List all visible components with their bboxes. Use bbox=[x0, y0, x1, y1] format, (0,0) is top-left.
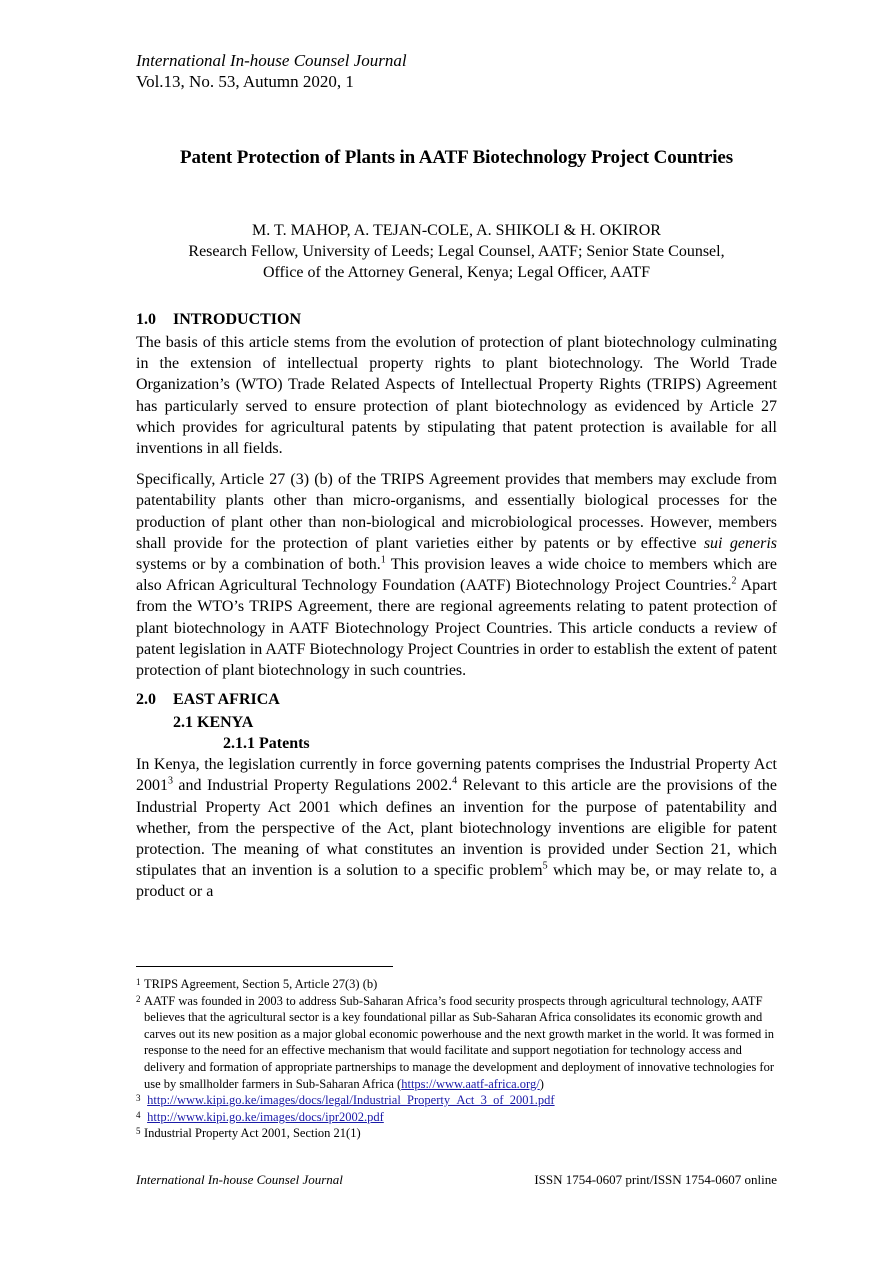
article-title: Patent Protection of Plants in AATF Biotechnology Project Countries bbox=[179, 147, 734, 168]
footnote-text bbox=[144, 1109, 777, 1126]
footnote-5 bbox=[136, 1125, 777, 1142]
text-run: AATF was founded in 2003 to address Sub-Saharan Africa’s food security prospects through agricultural technology, AATF believes that the agricultural sector is a key foundational pillar as Sub-Saharan Africa consolidates its economic growth and carves out its new position as a major global economic powerhouse and the next growth market in the world. It was formed in response to the need for an effective mechanism that would facilitate and support negotiation for technology access and delivery and formation of appropriate partnerships to manage the development and deployment of innovative technologies for use by smallholder farmers in Sub-Saharan Africa ( bbox=[144, 993, 775, 1091]
footnote-divider bbox=[136, 966, 393, 967]
journal-name: International In-house Counsel Journal bbox=[136, 51, 407, 70]
footnote-text bbox=[144, 1092, 777, 1109]
footnote-marker: 2 bbox=[136, 993, 141, 1004]
section-title: INTRODUCTION bbox=[173, 311, 302, 328]
footnote-text: TRIPS Agreement, Section 5, Article 27(3) (b) bbox=[144, 977, 378, 991]
section-title: EAST AFRICA bbox=[173, 691, 280, 709]
text-run: Specifically, Article 27 (3) (b) of the TRIPS Agreement provides that members may exclude from patentability plants other than micro-organisms, and essentially biological processes for the production of plant other than non-biological and microbiological processes. However, members shall provide for the protection of plant varieties either by patents or by effective bbox=[136, 471, 777, 552]
text-run: Relevant to this article are the provisions of the Industrial Property Act 2001 which defines an invention for the purpose of patentability and whether, from the perspective of the Act, plant biotechnology inventions are eligible for patent protection. The meaning of what constitutes an invention is provided under Section 21, which stipulates that an invention is a solution to a specific problem bbox=[136, 777, 777, 880]
footnote-marker: 1 bbox=[136, 977, 141, 987]
footnote-3 bbox=[136, 1092, 777, 1109]
footnote-ref[interactable]: 1 bbox=[380, 554, 386, 566]
paragraph bbox=[136, 754, 777, 902]
footnote-link[interactable]: http://www.kipi.go.ke/images/docs/ipr2002.pdf bbox=[147, 1109, 384, 1124]
footnote-text: Industrial Property Act 2001, Section 21(1) bbox=[144, 1126, 361, 1141]
author-block bbox=[136, 220, 777, 283]
text-run: In Kenya, the legislation currently in force governing patents comprises the Industrial Property Act 2001 bbox=[136, 756, 777, 795]
footnote-marker: 3 bbox=[136, 1093, 141, 1104]
footnote-ref[interactable]: 2 bbox=[731, 575, 737, 587]
author-affiliation-line-2: Office of the Attorney General, Kenya; Legal Officer, AATF bbox=[262, 264, 651, 281]
section-heading-introduction bbox=[136, 309, 777, 330]
section-number: 1.0 bbox=[136, 311, 156, 328]
page-footer bbox=[136, 1172, 777, 1188]
footer-journal-name: International In-house Counsel Journal bbox=[136, 1172, 343, 1187]
text-run: ) bbox=[539, 1076, 544, 1091]
author-affiliation-line-1: Research Fellow, University of Leeds; Legal Counsel, AATF; Senior State Counsel, bbox=[188, 243, 725, 260]
italic-term: sui generis bbox=[703, 534, 777, 552]
text-run: systems or by a combination of both. bbox=[136, 556, 381, 574]
volume-info: Vol.13, No. 53, Autumn 2020, 1 bbox=[136, 72, 354, 91]
footnote-2 bbox=[136, 993, 777, 1093]
footnotes bbox=[136, 976, 777, 1142]
text-run: which may be, or may relate to, a product or a bbox=[136, 862, 777, 901]
article-page bbox=[136, 50, 777, 903]
footnote-marker: 5 bbox=[136, 1126, 141, 1137]
subsubsection-heading-patents: 2.1.1 Patents bbox=[223, 735, 310, 753]
text-run: Apart from the WTO’s TRIPS Agreement, there are regional agreements relating to patent protection of plant biotechnology in AATF Biotechnology Project Countries. This article conducts a review of patent legislation in AATF Biotechnology Project Countries in order to establish the extent of patent protection of plant biotechnology in such countries. bbox=[136, 577, 778, 680]
subsection-heading-kenya: 2.1 KENYA bbox=[173, 714, 254, 732]
footnote-ref[interactable]: 5 bbox=[542, 860, 548, 872]
text-run: This provision leaves a wide choice to members which are also African Agricultural Technology Foundation (AATF) Biotechnology Project Countries. bbox=[136, 556, 777, 595]
footnote-ref[interactable]: 3 bbox=[168, 776, 173, 788]
section-heading-east-africa bbox=[136, 689, 777, 710]
footnote-ref[interactable]: 4 bbox=[452, 776, 458, 788]
section-number: 2.0 bbox=[136, 691, 156, 709]
text-run: and Industrial Property Regulations 2002. bbox=[173, 777, 453, 795]
footnote-text bbox=[144, 993, 777, 1093]
footnote-link[interactable]: http://www.kipi.go.ke/images/docs/legal/Industrial_Property_Act_3_of_2001.pdf bbox=[147, 1093, 555, 1108]
footnote-4 bbox=[136, 1109, 777, 1126]
footnote-link[interactable]: https://www.aatf-africa.org/ bbox=[401, 1076, 540, 1091]
footnote-marker: 4 bbox=[136, 1109, 141, 1120]
author-names: M. T. MAHOP, A. TEJAN-COLE, A. SHIKOLI & H. OKIROR bbox=[252, 222, 661, 239]
paragraph bbox=[136, 469, 777, 681]
paragraph: The basis of this article stems from the evolution of protection of plant biotechnology culminating in the extension of intellectual property rights to plant biotechnology. The World Trade Organization’s (WTO) Trade Related Aspects of Intellectual Property Rights (TRIPS) Agreement has particularly served to ensure protection of plant biotechnology as evidenced by Article 27 which provides for agricultural patents by stipulating that patent protection is available for all inventions in all fields. bbox=[136, 334, 777, 458]
footnote-1 bbox=[136, 976, 777, 993]
footer-issn: ISSN 1754-0607 print/ISSN 1754-0607 online bbox=[534, 1172, 777, 1187]
